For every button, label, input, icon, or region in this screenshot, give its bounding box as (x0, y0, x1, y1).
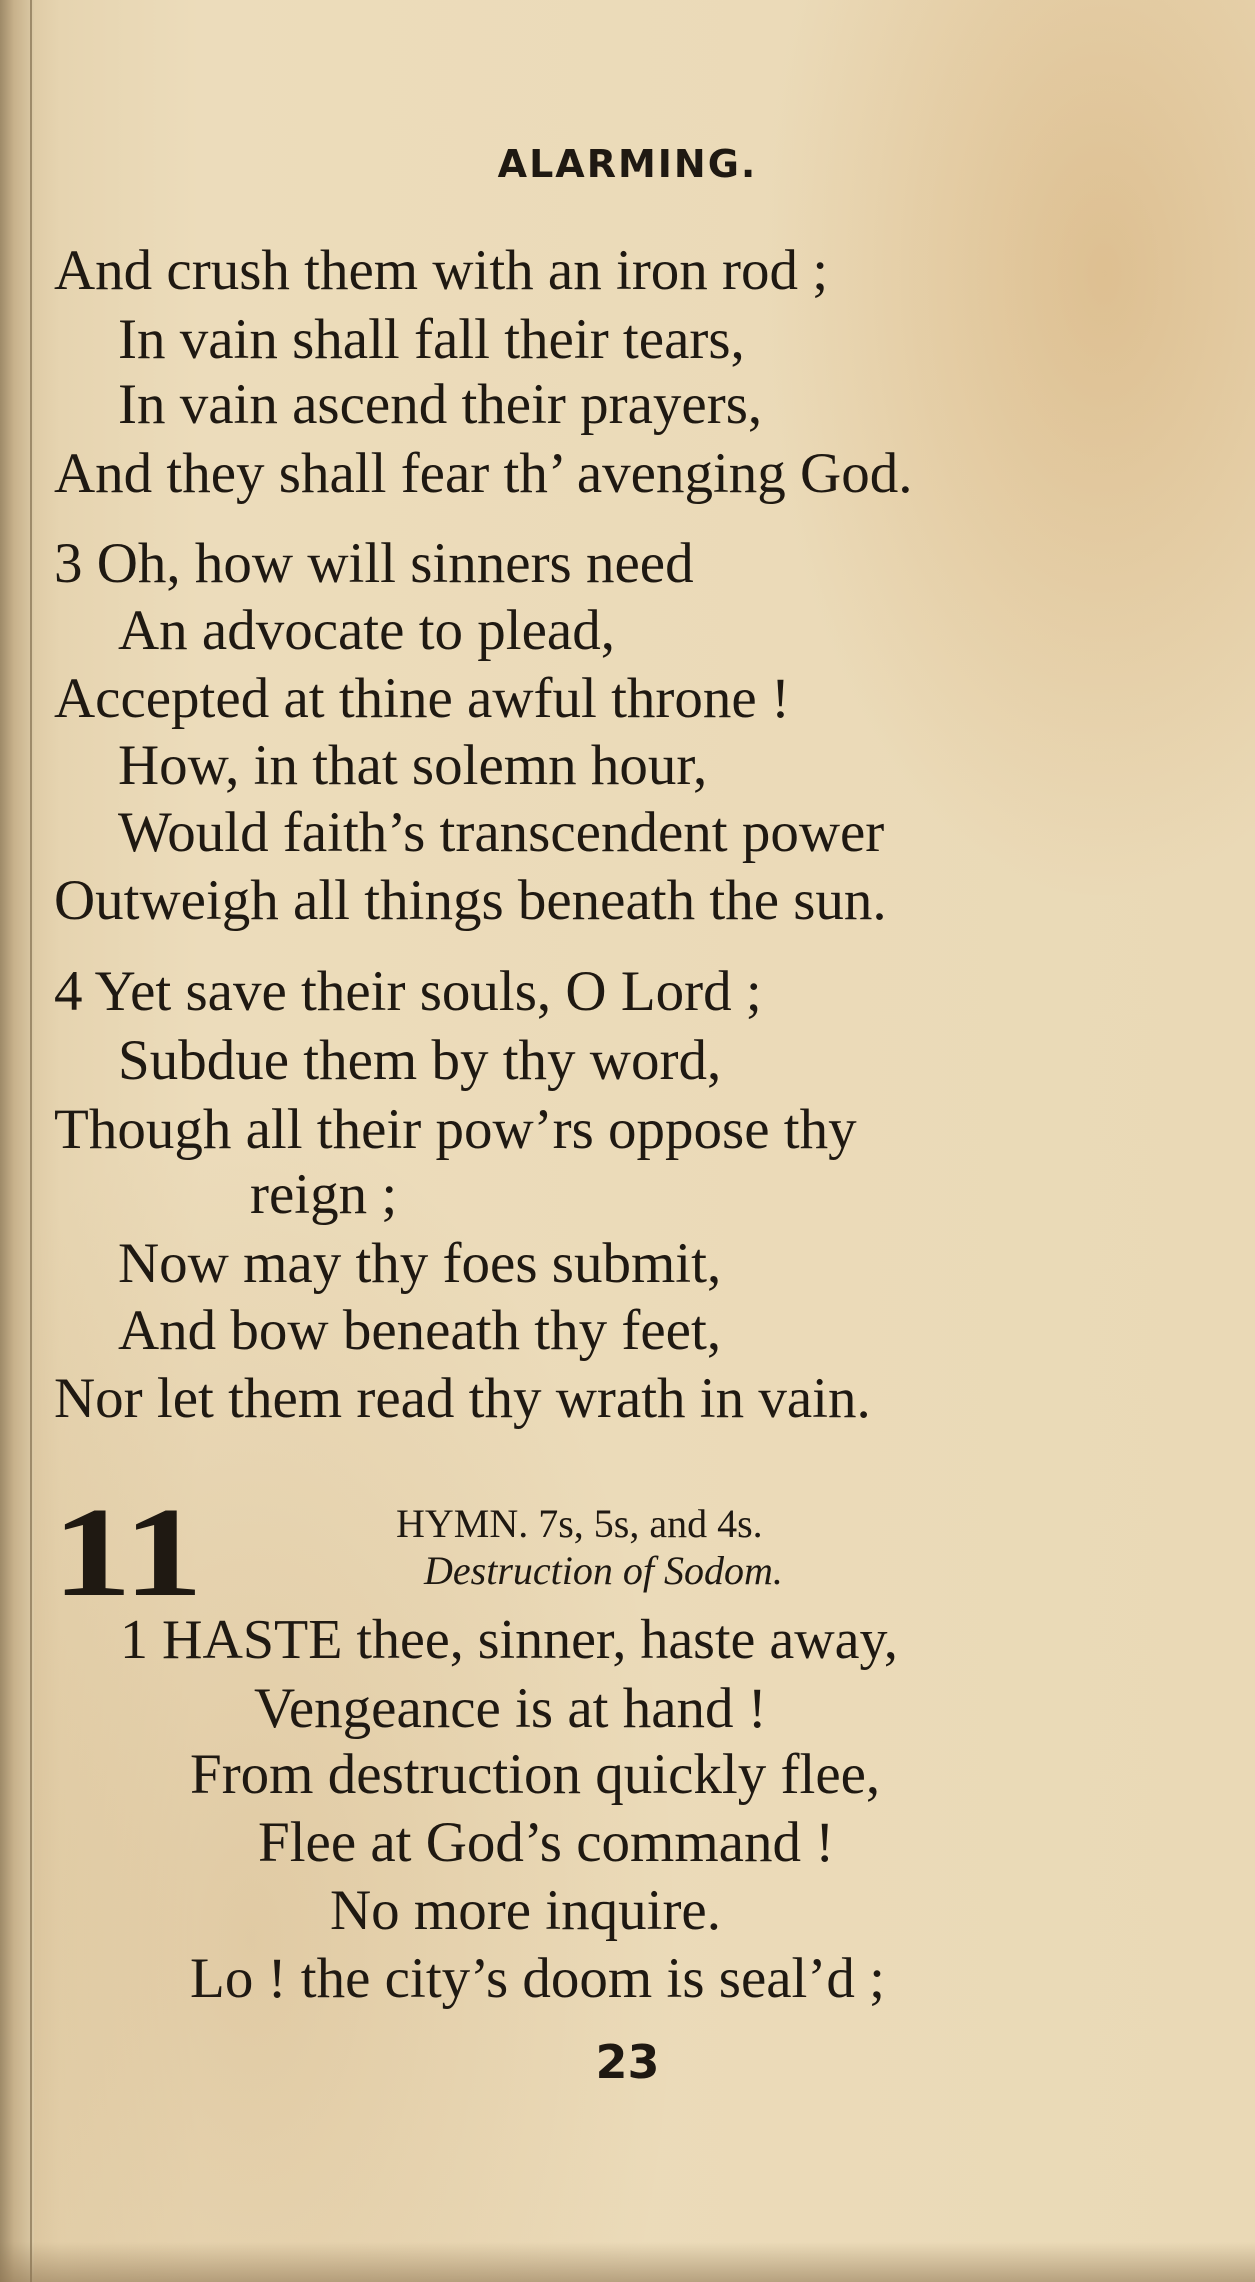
verse-line: And crush them with an iron rod ; (54, 239, 829, 302)
verse-line: From destruction quickly flee, (190, 1743, 881, 1806)
verse-line: In vain ascend their prayers, (118, 373, 763, 436)
verse-line: 1 HASTE thee, sinner, haste away, (120, 1609, 898, 1671)
verse-line: 4 Yet save their souls, O Lord ; (54, 960, 762, 1023)
page-edge-shadow (0, 2242, 1255, 2282)
verse-line: And they shall fear th’ avenging God. (54, 442, 913, 505)
verse-line: Flee at God’s command ! (258, 1811, 835, 1874)
verse-line: Lo ! the city’s doom is seal’d ; (190, 1947, 885, 2010)
gutter-rule (30, 0, 32, 2282)
verse-line: Now may thy foes submit, (118, 1232, 722, 1295)
verse-line: Accepted at thine awful throne ! (54, 667, 790, 730)
verse-line: How, in that solemn hour, (118, 734, 708, 797)
book-gutter (0, 0, 34, 2282)
hymn-title: HYMN. 7s, 5s, and 4s. (396, 1501, 763, 1546)
verse-line: In vain shall fall their tears, (118, 308, 745, 371)
verse-line: 3 Oh, how will sinners need (54, 532, 694, 595)
verse-line: An advocate to plead, (118, 599, 615, 662)
verse-line: No more inquire. (330, 1879, 721, 1942)
verse-line: reign ; (250, 1163, 398, 1226)
verse-line: Subdue them by thy word, (118, 1029, 722, 1092)
verse-line: Outweigh all things beneath the sun. (54, 869, 887, 932)
running-head: ALARMING. (497, 142, 758, 186)
hymn-subtitle: Destruction of Sodom. (424, 1548, 783, 1593)
verse-line: And bow beneath thy feet, (118, 1299, 722, 1362)
hymn-number: 11 (52, 1481, 204, 1623)
page-number: 23 (595, 2035, 660, 2089)
verse-line: Would faith’s transcendent power (118, 801, 885, 864)
verse-line: Nor let them read thy wrath in vain. (54, 1367, 871, 1430)
verse-line: Though all their pow’rs oppose thy (54, 1098, 857, 1161)
verse-line: Vengeance is at hand ! (254, 1677, 767, 1740)
